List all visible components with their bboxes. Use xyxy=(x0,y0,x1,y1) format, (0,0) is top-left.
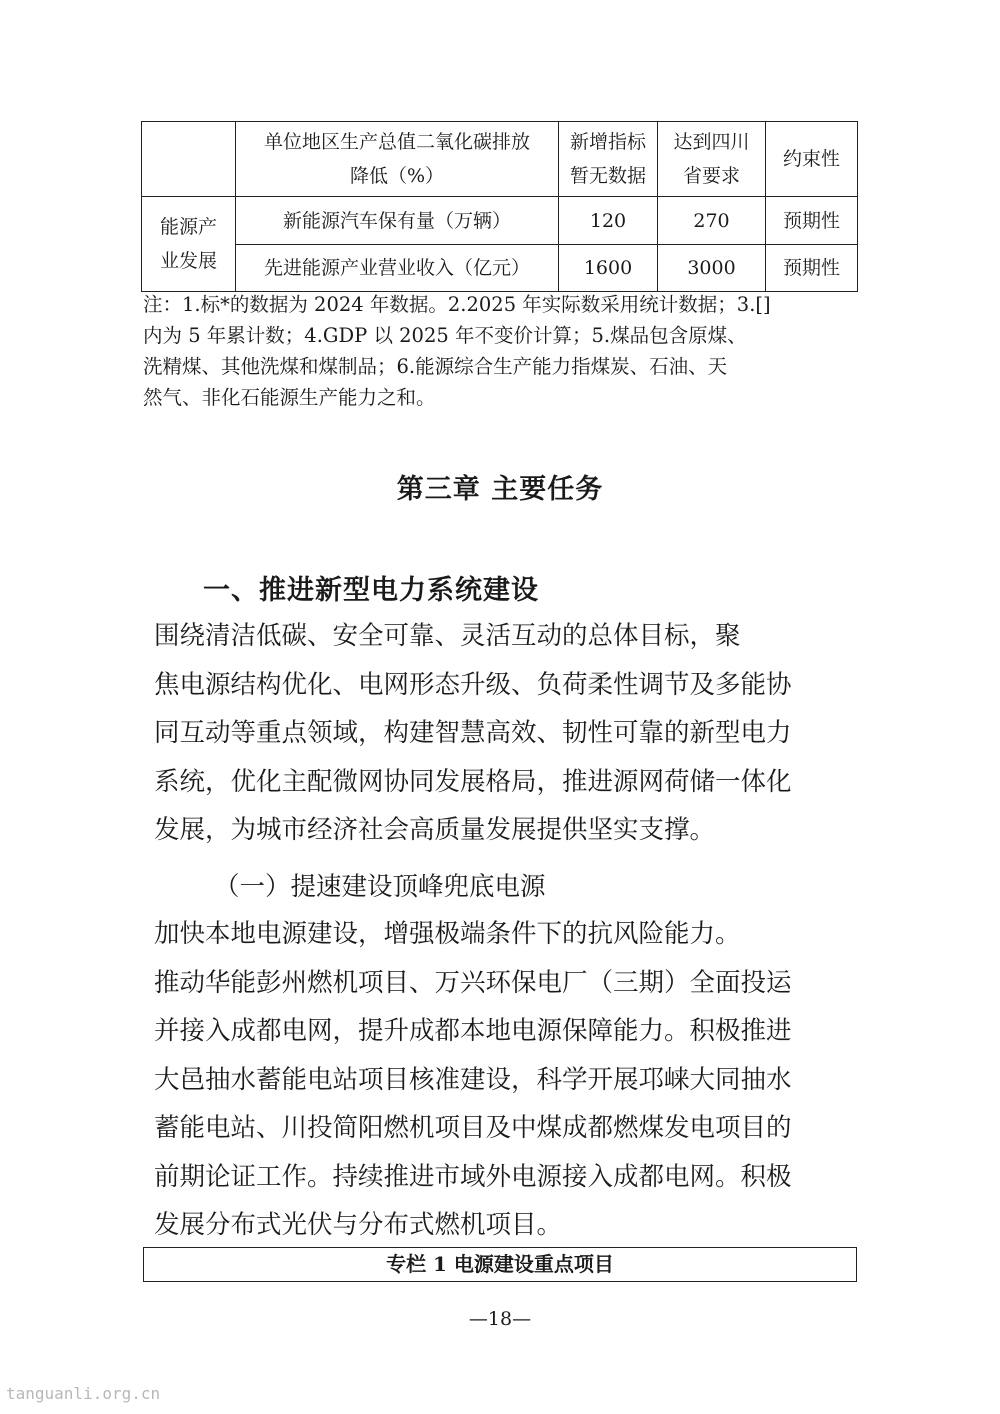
subsection-heading: （一）提速建设顶峰兜底电源 xyxy=(214,872,546,902)
table-cell-nature: 预期性 xyxy=(766,245,858,292)
chapter-title: 第三章 主要任务 xyxy=(396,474,604,505)
paragraph-line: 大邑抽水蓄能电站项目核准建设，科学开展邛崃大同抽水 xyxy=(154,1064,792,1095)
paragraph xyxy=(154,612,792,855)
table-cell-indicator: 先进能源产业营业收入（亿元） xyxy=(236,245,559,292)
paragraph-line: 蓄能电站、川投简阳燃机项目及中煤成都燃煤发电项目的 xyxy=(154,1113,792,1143)
paragraph-line: 前期论证工作。持续推进市域外电源接入成都电网。积极 xyxy=(154,1161,792,1192)
page-number: —18— xyxy=(468,1308,532,1330)
section-heading: 一、推进新型电力系统建设 xyxy=(203,575,539,606)
note-line: 内为 5 年累计数；4.GDP 以 2025 年不变价计算；5.煤品包含原煤、 xyxy=(143,324,747,347)
paragraph-line: 围绕清洁低碳、安全可靠、灵活互动的总体目标，聚 xyxy=(154,621,741,651)
table-row xyxy=(142,245,858,292)
table-row xyxy=(142,197,858,245)
table-cell-base: 1600 xyxy=(559,245,658,292)
paragraph-line: 并接入成都电网，提升成都本地电源保障能力。积极推进 xyxy=(154,1016,792,1046)
paragraph xyxy=(154,910,792,1250)
table-cell-nature: 预期性 xyxy=(766,197,858,245)
paragraph-line: 加快本地电源建设，增强极端条件下的抗风险能力。 xyxy=(154,919,741,949)
table-cell-indicator: 新能源汽车保有量（万辆） xyxy=(236,197,559,245)
indicator-table xyxy=(141,121,858,292)
table-cell-nature: 约束性 xyxy=(766,122,858,197)
table-cell-base: 120 xyxy=(559,197,658,245)
table-note xyxy=(143,289,859,413)
table-cell-target: 3000 xyxy=(658,245,766,292)
paragraph-line: 发展，为城市经济社会高质量发展提供坚实支撑。 xyxy=(154,815,716,845)
note-line: 注：1.标*的数据为 2024 年数据。2.2025 年实际数采用统计数据；3.[] xyxy=(143,293,771,316)
table-cell-target: 270 xyxy=(658,197,766,245)
table-cell-target: 达到四川 省要求 xyxy=(658,122,766,197)
table-cell-category xyxy=(142,122,236,197)
watermark: tanguanli.org.cn xyxy=(6,1384,161,1403)
paragraph-line: 系统，优化主配微网协同发展格局，推进源网荷储一体化 xyxy=(154,766,792,797)
paragraph-line: 焦电源结构优化、电网形态升级、负荷柔性调节及多能协 xyxy=(154,669,792,700)
paragraph-line: 推动华能彭州燃机项目、万兴环保电厂（三期）全面投运 xyxy=(154,967,792,998)
note-line: 然气、非化石能源生产能力之和。 xyxy=(143,386,436,409)
table-cell-indicator: 单位地区生产总值二氧化碳排放 降低（%） xyxy=(236,122,559,197)
table-cell-base: 新增指标 暂无数据 xyxy=(559,122,658,197)
column-box-title: 专栏 1 电源建设重点项目 xyxy=(143,1247,857,1282)
note-line: 洗精煤、其他洗煤和煤制品；6.能源综合生产能力指煤炭、石油、天 xyxy=(143,355,728,378)
paragraph-line: 发展分布式光伏与分布式燃机项目。 xyxy=(154,1210,563,1240)
table-row xyxy=(142,122,858,197)
paragraph-line: 同互动等重点领域，构建智慧高效、韧性可靠的新型电力 xyxy=(154,718,792,748)
table-cell-category: 能源产 业发展 xyxy=(142,197,236,292)
